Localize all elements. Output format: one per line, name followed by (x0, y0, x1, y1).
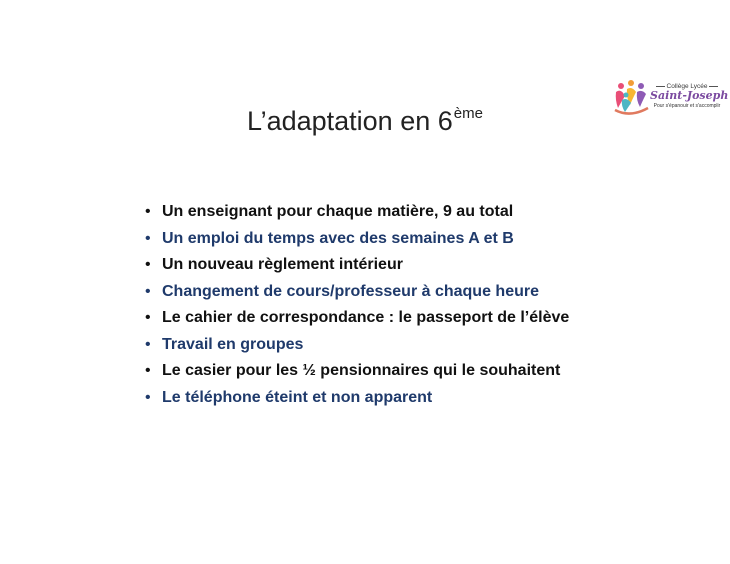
slide-title (0, 105, 730, 137)
bullet-text: Un emploi du temps avec des semaines A et B (162, 229, 514, 247)
bullet-dot-icon: • (145, 362, 151, 379)
slide-title-superscript: ème (453, 105, 483, 122)
bullet-text: Un enseignant pour chaque matière, 9 au total (162, 203, 514, 220)
logo-line-2: Saint-Joseph (650, 89, 729, 102)
bullet-text: Changement de cours/professeur à chaque heure (162, 282, 539, 300)
slide-title-main: L’adaptation en 6 (247, 106, 453, 136)
bullet-item (145, 228, 569, 255)
bullet-item (145, 254, 569, 281)
bullet-text: Un nouveau règlement intérieur (162, 256, 403, 273)
bullet-list (145, 201, 569, 413)
bullet-item (145, 307, 569, 334)
logo-line-3: Pour s'épanouir et s'accomplir (653, 103, 721, 109)
bullet-item (145, 201, 569, 228)
bullet-text: Travail en groupes (162, 335, 304, 353)
logo-line-1: Collège Lycée (650, 83, 724, 90)
bullet-dot-icon: • (145, 388, 151, 406)
bullet-dot-icon: • (145, 335, 151, 353)
bullet-dot-icon: • (145, 256, 151, 273)
bullet-dot-icon: • (145, 229, 151, 247)
bullet-dot-icon: • (145, 309, 151, 326)
bullet-item (145, 387, 569, 414)
bullet-item (145, 334, 569, 361)
bullet-text: Le téléphone éteint et non apparent (162, 388, 433, 406)
bullet-text: Le cahier de correspondance : le passeport de l’élève (162, 309, 570, 326)
bullet-item (145, 281, 569, 308)
bullet-item (145, 360, 569, 387)
bullet-text: Le casier pour les ½ pensionnaires qui le souhaitent (162, 362, 561, 379)
bullet-dot-icon: • (145, 203, 151, 220)
bullet-dot-icon: • (145, 282, 151, 300)
